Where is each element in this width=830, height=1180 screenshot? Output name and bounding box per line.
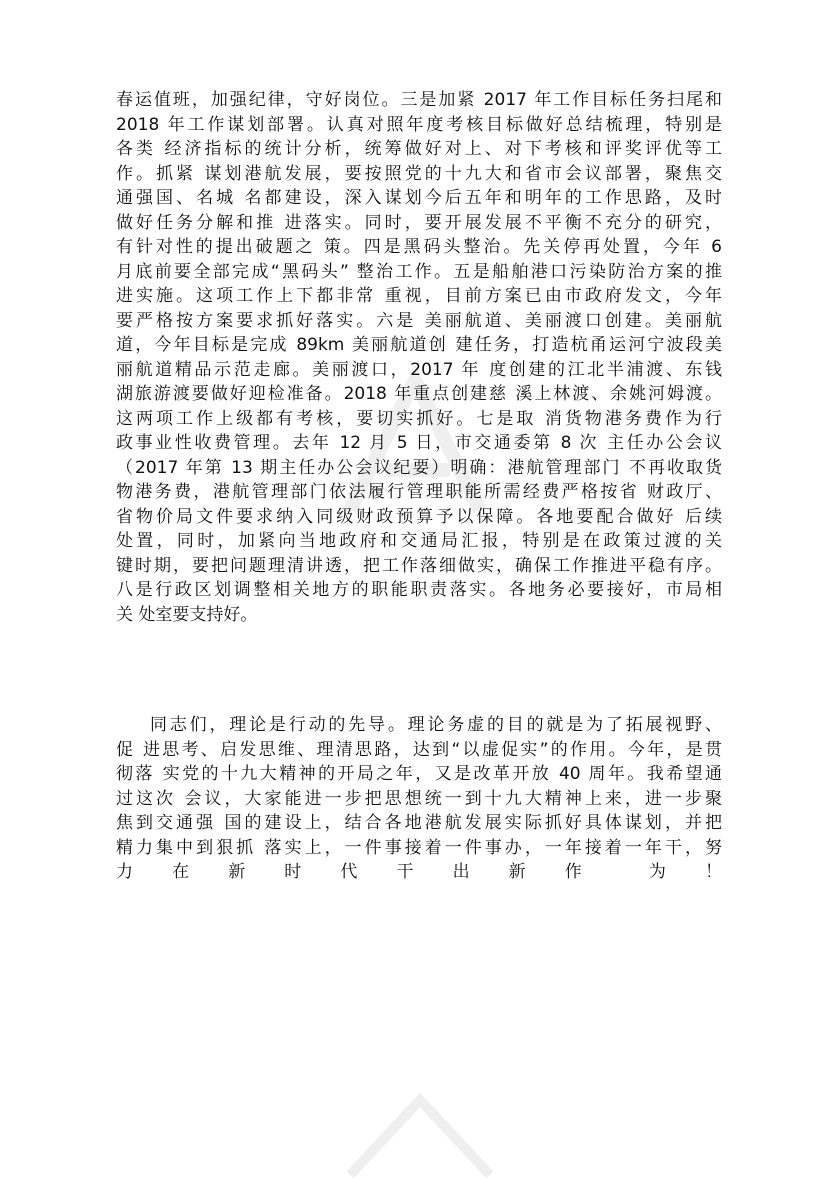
text-line: 春运值班，加强纪律，守好岗位。三是加紧 2017 年工作目标任务扫尾和 — [116, 90, 722, 110]
text-line: 道，今年目标是完成 89km 美丽航道创 建任务，打造杭甬运河宁波段美 — [116, 335, 722, 355]
text-line: 键时期，要把问题理清讲透，把工作落细做实，确保工作推进平稳有序。 — [116, 555, 722, 576]
text-line: 焦到交通强 国的建设上，结合各地港航发展实际抓好具体谋划，并把 — [116, 813, 722, 833]
text-line: （2017 年第 13 期主任办公会议纪要）明确：港航管理部门 不再收取货 — [116, 457, 722, 478]
text-line: 这两项工作上级都有考核，要切实抓好。七是取 消货物港务费作为行 — [116, 408, 722, 429]
text-line: 处置，同时，加紧向当地政府和交通局汇报，特别是在政策过渡的关 — [116, 531, 722, 551]
text-line: 做好任务分解和推 进落实。同时，要开展发展不平衡不充分的研究， — [116, 212, 722, 233]
paragraph-continuation — [116, 88, 722, 627]
text-line: 要严格按方案要求抓好落实。六是 美丽航道、美丽渡口创建。美丽航 — [116, 310, 722, 331]
text-line: 精力集中到狠抓 落实上，一件事接着一件事办，一年接着一年干，努 — [116, 837, 722, 858]
text-line: 彻落 实党的十九大精神的开局之年，又是改革开放 40 周年。我希望通 — [116, 764, 722, 784]
text-line: 2018 年工作谋划部署。认真对照年度考核目标做好总结梳理，特别是 — [116, 114, 722, 135]
text-line: 政事业性收费管理。去年 12 月 5 日，市交通委第 8 次 主任办公会议 — [116, 433, 722, 453]
text-line: 过这次 会议，大家能进一步把思想统一到十九大精神上来，进一步聚 — [116, 788, 722, 809]
text-line: 促 进思考、启发思维、理清思路，达到“以虚促实”的作用。今年，是贯 — [116, 739, 722, 760]
text-line: 省物价局文件要求纳入同级财政预算予以保障。各地要配合做好 后续 — [116, 506, 722, 527]
text-line: 作。抓紧 谋划港航发展，要按照党的十九大和省市会议部署，聚焦交 — [116, 163, 722, 184]
text-line: 通强国、名城 名都建设，深入谋划今后五年和明年的工作思路，及时 — [116, 188, 722, 208]
text-line: 有针对性的提出破题之 策。四是黑码头整治。先关停再处置，今年 6 — [116, 237, 722, 257]
watermark-logo-bottom — [340, 1090, 500, 1180]
text-line: 物港务费，港航管理部门依法履行管理职能所需经费严格按省 财政厅、 — [116, 482, 722, 502]
text-line: 关 处室要支持好。 — [116, 604, 258, 625]
paragraph-closing — [116, 713, 722, 885]
text-line: 月底前要全部完成“黑码头” 整治工作。五是船舶港口污染防治方案的推 — [116, 261, 722, 282]
text-line: 进实施。这项工作上下都非常 重视，目前方案已由市政府发文，今年 — [116, 286, 722, 306]
text-line: 力 在 新 时 代 干 出 新 作 为 ！ — [116, 862, 722, 882]
text-line: 同志们，理论是行动的先导。理论务虚的目的就是为了拓展视野、 — [150, 715, 722, 735]
text-line: 湖旅游渡要做好迎检准备。2018 年重点创建慈 溪上林渡、余姚河姆渡。 — [116, 384, 722, 404]
text-line: 丽航道精品示范走廊。美丽渡口，2017 年 度创建的江北半浦渡、东钱 — [116, 359, 722, 380]
text-line: 八是行政区划调整相关地方的职能职责落实。各地务必要接好，市局相 — [116, 580, 722, 600]
text-line: 各类 经济指标的统计分析，统筹做好对上、对下考核和评奖评优等工 — [116, 139, 722, 159]
